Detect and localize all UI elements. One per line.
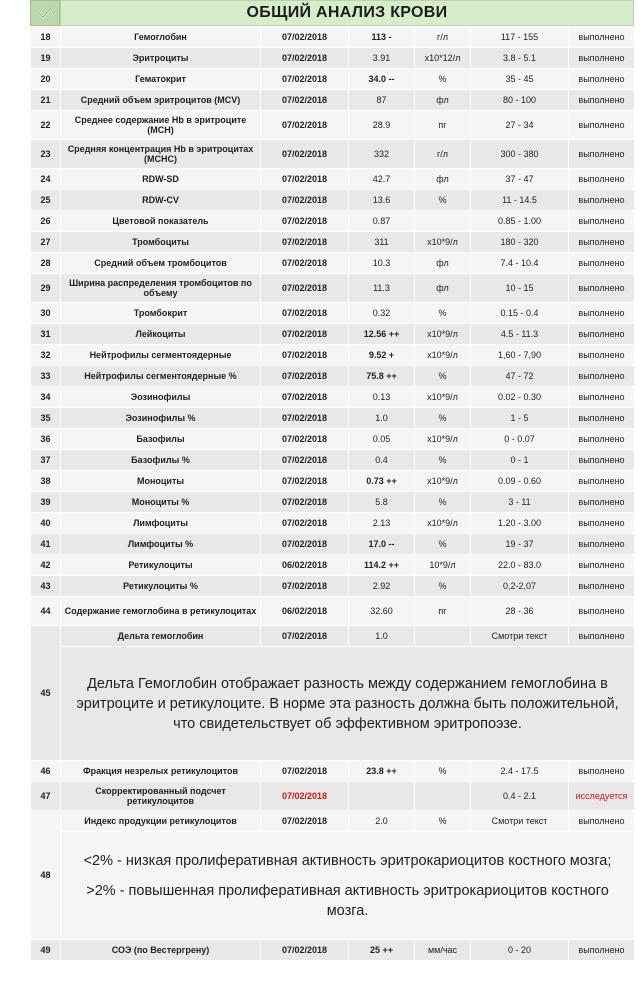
test-result: 113 -	[349, 27, 415, 48]
test-unit: x10*9/л	[415, 429, 471, 450]
test-result: 0.13	[349, 387, 415, 408]
test-name: Эозинофилы %	[61, 408, 261, 429]
test-result: 75.8 ++	[349, 366, 415, 387]
test-date: 07/02/2018	[261, 513, 349, 534]
test-unit	[415, 211, 471, 232]
reference-range: 300 - 380	[471, 140, 569, 169]
test-result: 2.0	[349, 811, 415, 832]
test-result: 13.6	[349, 190, 415, 211]
row-number: 45	[31, 626, 61, 761]
test-status: выполнено	[569, 366, 635, 387]
test-date: 07/02/2018	[261, 232, 349, 253]
row-number: 44	[31, 597, 61, 626]
table-row	[31, 940, 635, 961]
table-row	[31, 48, 635, 69]
test-status: выполнено	[569, 253, 635, 274]
reference-range: 28 - 36	[471, 597, 569, 626]
test-unit: фл	[415, 253, 471, 274]
test-status: выполнено	[569, 324, 635, 345]
note-low: <2% - низкая пролиферативная активность эритрокариоцитов костного мозга;	[83, 852, 612, 869]
test-name: Гемоглобин	[61, 27, 261, 48]
row-number: 19	[31, 48, 61, 69]
test-date: 07/02/2018	[261, 811, 349, 832]
reference-range: 7.4 - 10.4	[471, 253, 569, 274]
test-unit: %	[415, 492, 471, 513]
row-number: 38	[31, 471, 61, 492]
test-status: выполнено	[569, 111, 635, 140]
test-result: 25 ++	[349, 940, 415, 961]
section-title: ОБЩИЙ АНАЛИЗ КРОВИ	[246, 4, 448, 21]
table-row	[31, 111, 635, 140]
table-row	[31, 69, 635, 90]
test-status: выполнено	[569, 345, 635, 366]
row-number: 46	[31, 761, 61, 782]
reference-range: Смотри текст	[471, 811, 569, 832]
test-date: 07/02/2018	[261, 471, 349, 492]
table-row	[31, 429, 635, 450]
test-result: 0.05	[349, 429, 415, 450]
table-row	[31, 534, 635, 555]
test-status: выполнено	[569, 492, 635, 513]
test-name: СОЭ (по Вестергрену)	[61, 940, 261, 961]
row-number: 27	[31, 232, 61, 253]
test-unit	[415, 782, 471, 811]
row-number: 30	[31, 303, 61, 324]
table-row	[31, 761, 635, 782]
test-result: 1.0	[349, 408, 415, 429]
row-number: 22	[31, 111, 61, 140]
reference-range: 0.4 - 2.1	[471, 782, 569, 811]
test-name: Средний объем эритроцитов (MCV)	[61, 90, 261, 111]
table-row	[31, 811, 635, 832]
reference-range: 19 - 37	[471, 534, 569, 555]
note-high: >2% - повышенная пролиферативная активность эритрокариоцитов костного мозга.	[86, 882, 609, 919]
test-name: Нейтрофилы сегментоядерные %	[61, 366, 261, 387]
test-name: Ретикулоциты %	[61, 576, 261, 597]
reference-range: 35 - 45	[471, 69, 569, 90]
table-row	[31, 90, 635, 111]
test-result: 10.3	[349, 253, 415, 274]
test-unit: 10*9/л	[415, 555, 471, 576]
test-status: выполнено	[569, 534, 635, 555]
test-status: выполнено	[569, 408, 635, 429]
test-name: Лимфоциты	[61, 513, 261, 534]
test-status: выполнено	[569, 471, 635, 492]
test-status: выполнено	[569, 450, 635, 471]
reference-range: 0.85 - 1.00	[471, 211, 569, 232]
table-row	[31, 366, 635, 387]
test-result: 28.9	[349, 111, 415, 140]
table-row	[31, 647, 635, 761]
reference-range: 37 - 47	[471, 169, 569, 190]
row-number: 43	[31, 576, 61, 597]
table-row	[31, 450, 635, 471]
row-number: 25	[31, 190, 61, 211]
row-number: 49	[31, 940, 61, 961]
test-name: Эритроциты	[61, 48, 261, 69]
reference-range: 80 - 100	[471, 90, 569, 111]
test-result: 9.52 +	[349, 345, 415, 366]
test-status: выполнено	[569, 190, 635, 211]
test-unit: пг	[415, 597, 471, 626]
checkmark-icon	[37, 5, 53, 21]
test-name: Моноциты %	[61, 492, 261, 513]
test-date: 07/02/2018	[261, 303, 349, 324]
table-row	[31, 408, 635, 429]
test-unit: x10*9/л	[415, 387, 471, 408]
table-row	[31, 597, 635, 626]
table-row	[31, 832, 635, 940]
row-number: 41	[31, 534, 61, 555]
test-status: выполнено	[569, 169, 635, 190]
test-status: выполнено	[569, 940, 635, 961]
test-name: Гематокрит	[61, 69, 261, 90]
test-date: 07/02/2018	[261, 345, 349, 366]
reference-range: 0.02 - 0.30	[471, 387, 569, 408]
test-name: Содержание гемоглобина в ретикулоцитах	[61, 597, 261, 626]
table-row	[31, 190, 635, 211]
test-name: Моноциты	[61, 471, 261, 492]
test-name: RDW-SD	[61, 169, 261, 190]
row-number: 34	[31, 387, 61, 408]
test-status: выполнено	[569, 232, 635, 253]
test-unit: %	[415, 303, 471, 324]
row-number: 33	[31, 366, 61, 387]
test-name: Базофилы %	[61, 450, 261, 471]
row-number: 28	[31, 253, 61, 274]
test-unit: г/л	[415, 27, 471, 48]
reticulocyte-index-note	[61, 832, 635, 940]
test-name: Лимфоциты %	[61, 534, 261, 555]
test-unit: x10*9/л	[415, 471, 471, 492]
test-result: 0.4	[349, 450, 415, 471]
reference-range: 0 - 0.07	[471, 429, 569, 450]
test-result: 11.3	[349, 274, 415, 303]
reference-range: Смотри текст	[471, 626, 569, 647]
reference-range: 22.0 - 83.0	[471, 555, 569, 576]
test-result: 0.87	[349, 211, 415, 232]
test-unit: %	[415, 190, 471, 211]
reference-range: 0.09 - 0.60	[471, 471, 569, 492]
test-result	[349, 782, 415, 811]
reference-range: 0 - 1	[471, 450, 569, 471]
reference-range: 180 - 320	[471, 232, 569, 253]
test-date: 06/02/2018	[261, 555, 349, 576]
reference-range: 2.4 - 17.5	[471, 761, 569, 782]
test-status: выполнено	[569, 69, 635, 90]
test-result: 0.73 ++	[349, 471, 415, 492]
row-number: 26	[31, 211, 61, 232]
test-name: Базофилы	[61, 429, 261, 450]
test-name: Скорректированный подсчет ретикулоцитов	[61, 782, 261, 811]
test-unit: %	[415, 534, 471, 555]
test-status: выполнено	[569, 387, 635, 408]
test-name: Лейкоциты	[61, 324, 261, 345]
test-name: Дельта гемоглобин	[61, 626, 261, 647]
reference-range: 1 - 5	[471, 408, 569, 429]
test-status: выполнено	[569, 48, 635, 69]
test-result: 3.91	[349, 48, 415, 69]
row-number: 20	[31, 69, 61, 90]
table-row	[31, 492, 635, 513]
test-name: Средний объем тромбоцитов	[61, 253, 261, 274]
test-status: выполнено	[569, 211, 635, 232]
test-date: 07/02/2018	[261, 27, 349, 48]
test-date: 07/02/2018	[261, 761, 349, 782]
test-date: 07/02/2018	[261, 90, 349, 111]
test-unit: %	[415, 408, 471, 429]
row-number: 24	[31, 169, 61, 190]
table-row	[31, 232, 635, 253]
test-date: 07/02/2018	[261, 626, 349, 647]
test-unit	[415, 626, 471, 647]
test-date: 07/02/2018	[261, 429, 349, 450]
table-row	[31, 626, 635, 647]
test-status: выполнено	[569, 513, 635, 534]
reference-range: 10 - 15	[471, 274, 569, 303]
reference-range: 27 - 34	[471, 111, 569, 140]
test-status: выполнено	[569, 597, 635, 626]
test-result: 12.56 ++	[349, 324, 415, 345]
reference-range: 0.15 - 0.4	[471, 303, 569, 324]
table-row	[31, 169, 635, 190]
test-result: 5.8	[349, 492, 415, 513]
test-date: 07/02/2018	[261, 274, 349, 303]
row-number: 32	[31, 345, 61, 366]
test-status: выполнено	[569, 27, 635, 48]
row-number: 42	[31, 555, 61, 576]
row-number: 39	[31, 492, 61, 513]
test-date: 07/02/2018	[261, 366, 349, 387]
test-result: 2.92	[349, 576, 415, 597]
test-name: Ширина распределения тромбоцитов по объему	[61, 274, 261, 303]
test-unit: мм/час	[415, 940, 471, 961]
test-unit: %	[415, 366, 471, 387]
test-name: Ретикулоциты	[61, 555, 261, 576]
reference-range: 3.8 - 5.1	[471, 48, 569, 69]
table-row	[31, 576, 635, 597]
test-date: 07/02/2018	[261, 408, 349, 429]
reference-range: 1,60 - 7,90	[471, 345, 569, 366]
table-row	[31, 555, 635, 576]
test-name: Тромбокрит	[61, 303, 261, 324]
reference-range: 0 - 20	[471, 940, 569, 961]
test-date: 07/02/2018	[261, 140, 349, 169]
test-result: 42.7	[349, 169, 415, 190]
table-row	[31, 513, 635, 534]
row-number: 40	[31, 513, 61, 534]
row-number: 35	[31, 408, 61, 429]
test-unit: фл	[415, 169, 471, 190]
test-unit: %	[415, 450, 471, 471]
section-header	[60, 0, 634, 26]
table-row	[31, 324, 635, 345]
test-unit: %	[415, 576, 471, 597]
test-date: 07/02/2018	[261, 450, 349, 471]
test-result: 17.0 --	[349, 534, 415, 555]
test-unit: %	[415, 761, 471, 782]
table-row	[31, 140, 635, 169]
test-result: 34.0 --	[349, 69, 415, 90]
test-result: 32.60	[349, 597, 415, 626]
row-number: 48	[31, 811, 61, 940]
row-number: 23	[31, 140, 61, 169]
table-row	[31, 27, 635, 48]
table-row	[31, 253, 635, 274]
test-unit: г/л	[415, 140, 471, 169]
test-status: выполнено	[569, 274, 635, 303]
test-result: 23.8 ++	[349, 761, 415, 782]
test-unit: x10*9/л	[415, 345, 471, 366]
test-name: Эозинофилы	[61, 387, 261, 408]
test-date: 07/02/2018	[261, 169, 349, 190]
check-badge	[30, 0, 60, 26]
test-date: 06/02/2018	[261, 597, 349, 626]
test-date: 07/02/2018	[261, 782, 349, 811]
row-number: 47	[31, 782, 61, 811]
test-date: 07/02/2018	[261, 69, 349, 90]
test-name: Цветовой показатель	[61, 211, 261, 232]
test-status: выполнено	[569, 303, 635, 324]
test-result: 1.0	[349, 626, 415, 647]
row-number: 37	[31, 450, 61, 471]
test-result: 114.2 ++	[349, 555, 415, 576]
table-row	[31, 274, 635, 303]
test-status: выполнено	[569, 555, 635, 576]
test-date: 07/02/2018	[261, 324, 349, 345]
test-status: выполнено	[569, 140, 635, 169]
test-name: RDW-CV	[61, 190, 261, 211]
test-unit: пг	[415, 111, 471, 140]
test-name: Среднее содержание Hb в эритроците (MCH)	[61, 111, 261, 140]
test-unit: x10*9/л	[415, 513, 471, 534]
test-date: 07/02/2018	[261, 576, 349, 597]
test-status: выполнено	[569, 761, 635, 782]
test-unit: x10*9/л	[415, 324, 471, 345]
test-status: выполнено	[569, 90, 635, 111]
test-name: Средняя концентрация Hb в эритроцитах (MCHC)	[61, 140, 261, 169]
test-unit: фл	[415, 274, 471, 303]
table-row	[31, 387, 635, 408]
results-table	[30, 26, 635, 961]
test-date: 07/02/2018	[261, 190, 349, 211]
test-unit: x10*12/л	[415, 48, 471, 69]
test-status: выполнено	[569, 811, 635, 832]
test-date: 07/02/2018	[261, 211, 349, 232]
test-date: 07/02/2018	[261, 940, 349, 961]
test-result: 2.13	[349, 513, 415, 534]
delta-hemoglobin-note: Дельта Гемоглобин отображает разность между содержанием гемоглобина в эритроците и ретикулоците. В норме эта разность должна быть положительной, что свидетельствует об эффективном эритропоэзе.	[61, 647, 635, 761]
test-date: 07/02/2018	[261, 534, 349, 555]
test-unit: %	[415, 69, 471, 90]
test-status: выполнено	[569, 429, 635, 450]
test-result: 332	[349, 140, 415, 169]
row-number: 21	[31, 90, 61, 111]
test-unit: %	[415, 811, 471, 832]
test-date: 07/02/2018	[261, 111, 349, 140]
test-date: 07/02/2018	[261, 48, 349, 69]
test-name: Тромбоциты	[61, 232, 261, 253]
row-number: 29	[31, 274, 61, 303]
reference-range: 117 - 155	[471, 27, 569, 48]
row-number: 18	[31, 27, 61, 48]
reference-range: 1.20 - 3.00	[471, 513, 569, 534]
test-status: выполнено	[569, 626, 635, 647]
test-status: исследуется	[569, 782, 635, 811]
table-row	[31, 345, 635, 366]
test-name: Индекс продукции ретикулоцитов	[61, 811, 261, 832]
test-date: 07/02/2018	[261, 387, 349, 408]
test-date: 07/02/2018	[261, 492, 349, 513]
reference-range: 0,2-2,07	[471, 576, 569, 597]
test-status: выполнено	[569, 576, 635, 597]
test-result: 87	[349, 90, 415, 111]
table-row	[31, 782, 635, 811]
test-name: Нейтрофилы сегментоядерные	[61, 345, 261, 366]
reference-range: 11 - 14.5	[471, 190, 569, 211]
test-unit: x10*9/л	[415, 232, 471, 253]
test-result: 0.32	[349, 303, 415, 324]
test-name: Фракция незрелых ретикулоцитов	[61, 761, 261, 782]
row-number: 31	[31, 324, 61, 345]
table-row	[31, 471, 635, 492]
table-row	[31, 211, 635, 232]
row-number: 36	[31, 429, 61, 450]
reference-range: 3 - 11	[471, 492, 569, 513]
test-unit: фл	[415, 90, 471, 111]
table-row	[31, 303, 635, 324]
reference-range: 4.5 - 11.3	[471, 324, 569, 345]
reference-range: 47 - 72	[471, 366, 569, 387]
test-result: 311	[349, 232, 415, 253]
test-date: 07/02/2018	[261, 253, 349, 274]
